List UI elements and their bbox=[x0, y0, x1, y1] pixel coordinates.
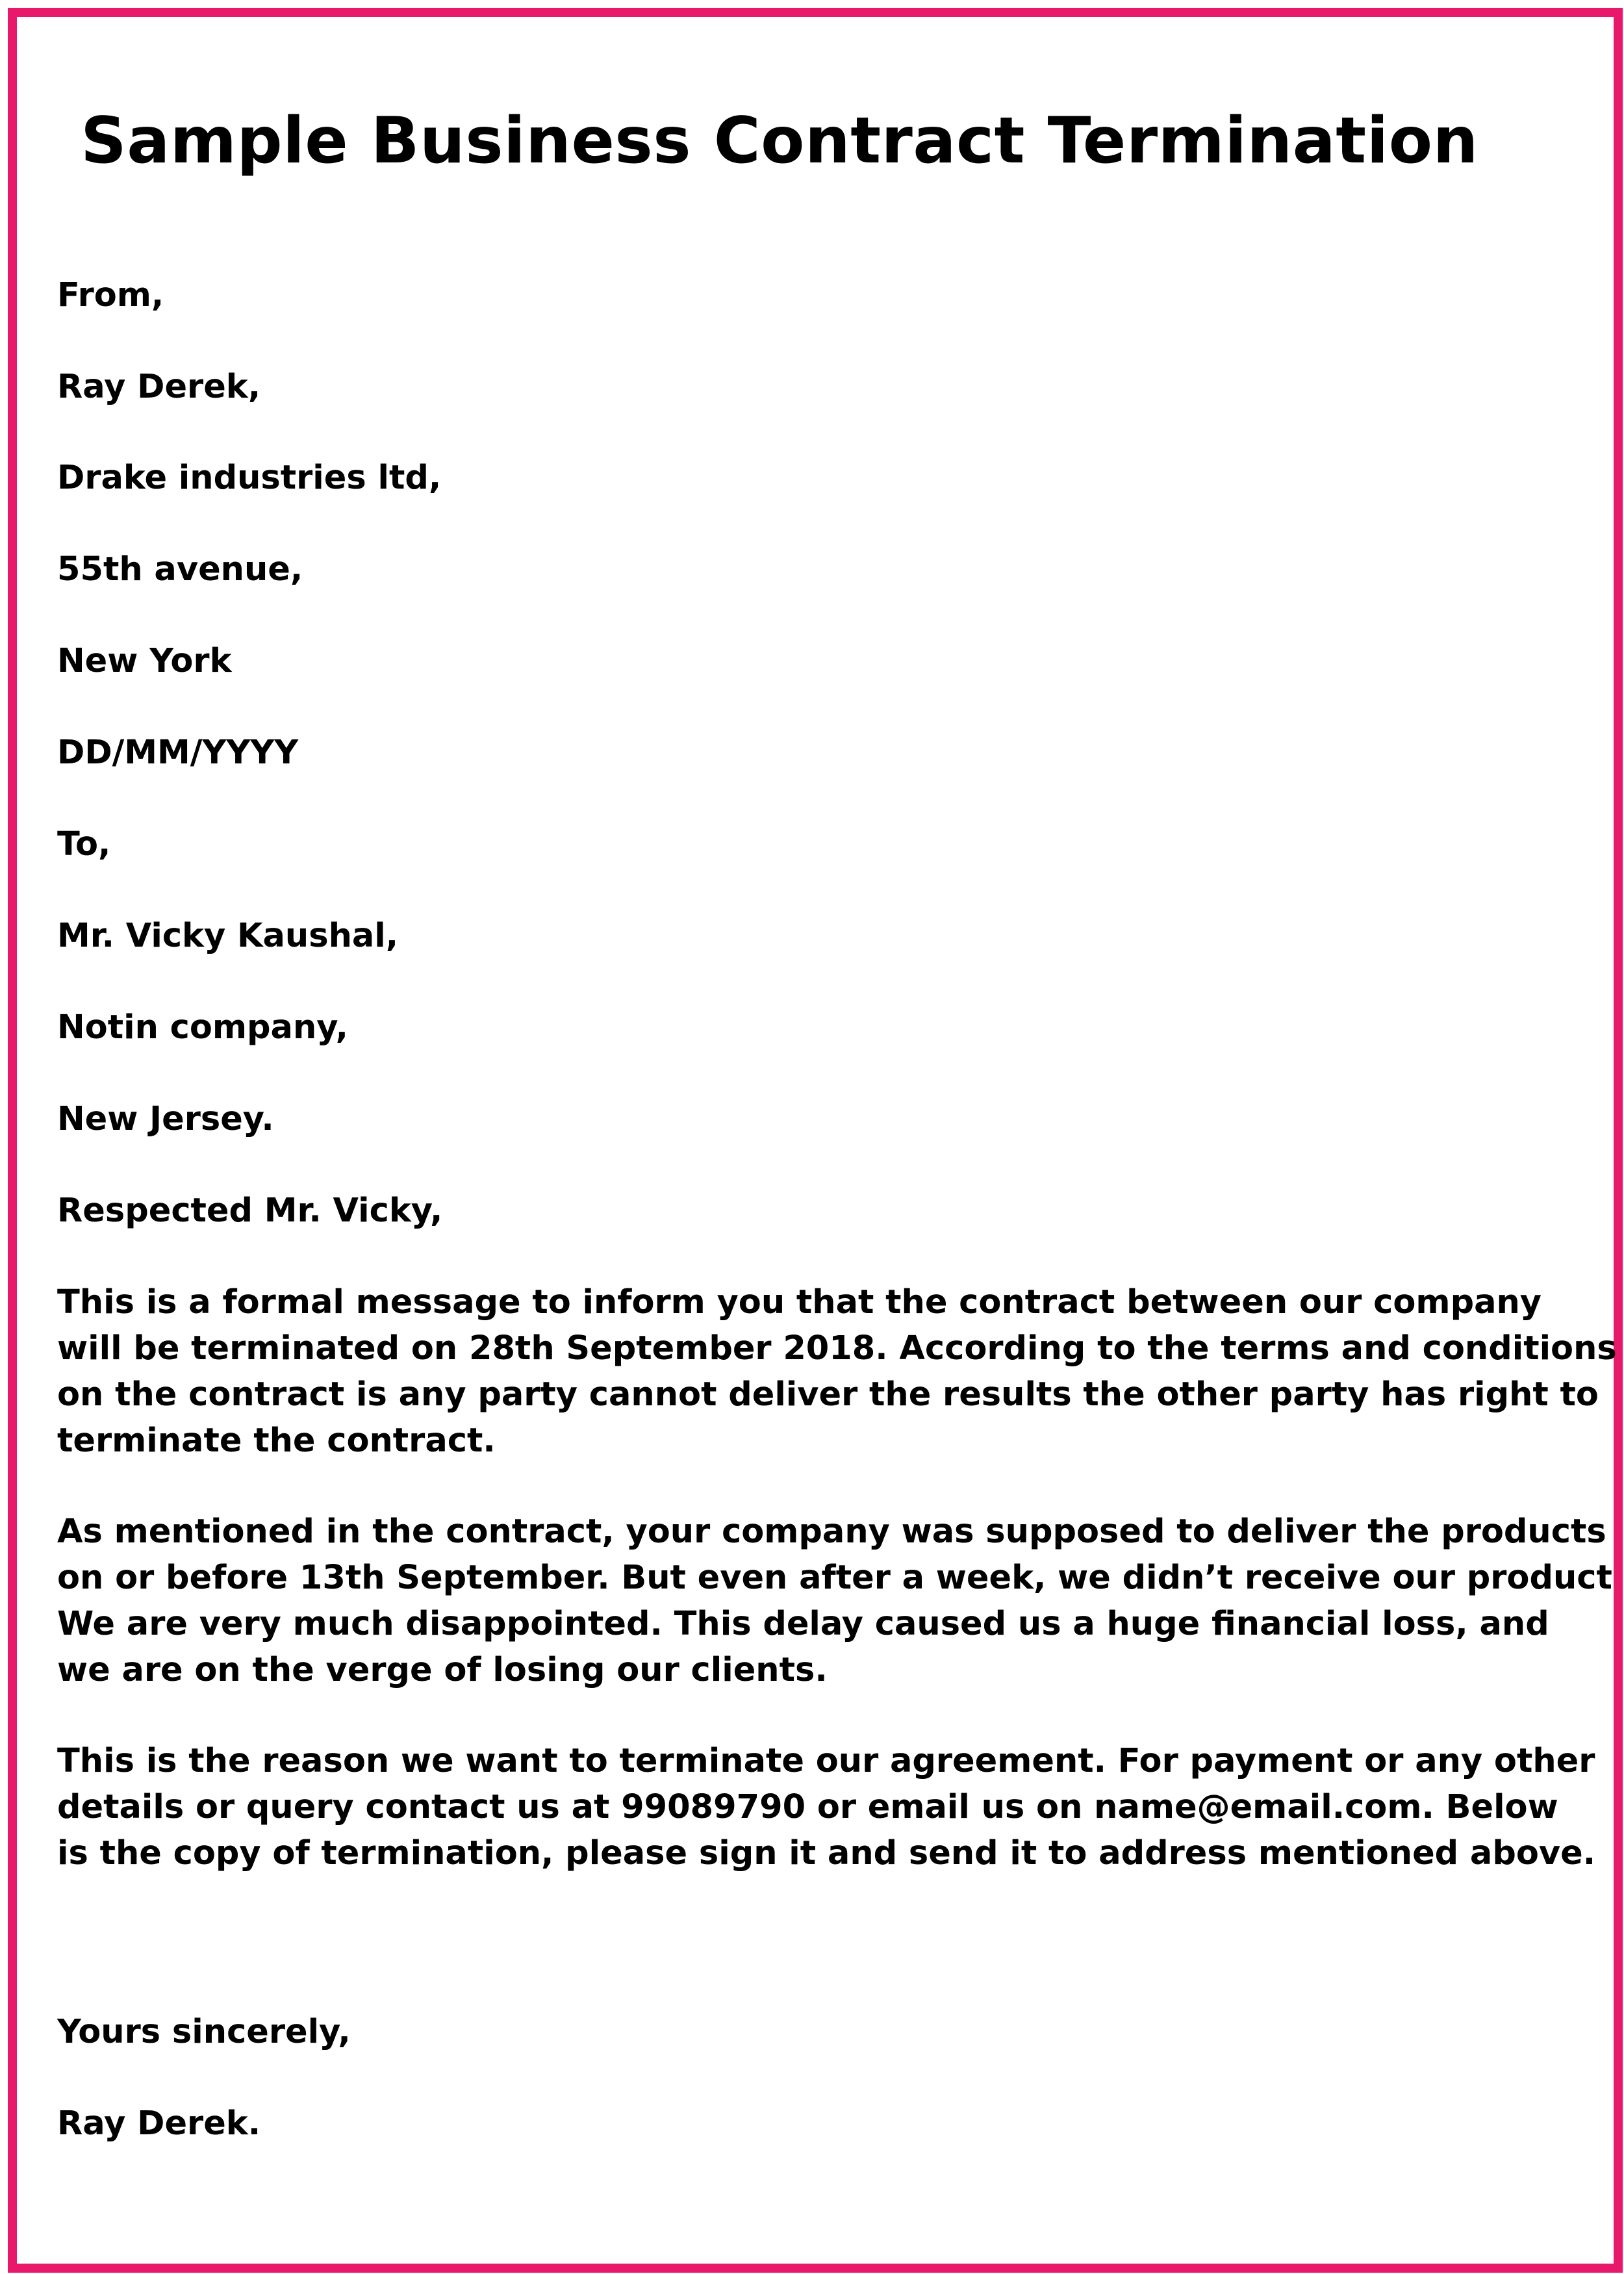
document-title: Sample Business Contract Termination bbox=[81, 104, 1478, 178]
sender-city: New York bbox=[57, 642, 232, 680]
signature-name: Ray Derek. bbox=[57, 2104, 261, 2143]
closing: Yours sincerely, bbox=[57, 2013, 351, 2051]
paragraph-line: terminate the contract. bbox=[57, 1422, 496, 1460]
recipient-label: To, bbox=[57, 825, 111, 863]
sender-company: Drake industries ltd, bbox=[57, 459, 442, 497]
paragraph-line: We are very much disappointed. This delay caused us a huge financial loss, and bbox=[57, 1605, 1549, 1643]
page-border bbox=[8, 8, 1623, 2273]
recipient-city: New Jersey. bbox=[57, 1100, 274, 1138]
paragraph-line: details or query contact us at 99089790 or email us on name@email.com. Below bbox=[57, 1788, 1558, 1826]
salutation: Respected Mr. Vicky, bbox=[57, 1192, 443, 1230]
recipient-company: Notin company, bbox=[57, 1008, 348, 1047]
sender-label: From, bbox=[57, 276, 164, 314]
paragraph-line: on or before 13th September. But even after a week, we didn’t receive our product bbox=[57, 1559, 1612, 1597]
paragraph-line: will be terminated on 28th September 2018. According to the terms and conditions bbox=[57, 1329, 1617, 1368]
paragraph-line: is the copy of termination, please sign it and send it to address mentioned above. bbox=[57, 1834, 1596, 1872]
paragraph-line: This is a formal message to inform you that the contract between our company bbox=[57, 1283, 1542, 1322]
body-paragraph-2 bbox=[57, 1509, 1612, 1693]
paragraph-line: As mentioned in the contract, your company was supposed to deliver the products bbox=[57, 1513, 1606, 1551]
letter-date: DD/MM/YYYY bbox=[57, 734, 299, 772]
body-paragraph-1 bbox=[57, 1279, 1617, 1464]
body-paragraph-3 bbox=[57, 1738, 1603, 1876]
sender-name: Ray Derek, bbox=[57, 368, 261, 406]
paragraph-line: This is the reason we want to terminate our agreement. For payment or any other bbox=[57, 1742, 1595, 1780]
recipient-name: Mr. Vicky Kaushal, bbox=[57, 917, 399, 955]
sender-street: 55th avenue, bbox=[57, 550, 303, 589]
paragraph-line: we are on the verge of losing our clients. bbox=[57, 1651, 828, 1689]
paragraph-line: on the contract is any party cannot deliver the results the other party has right to bbox=[57, 1375, 1599, 1414]
